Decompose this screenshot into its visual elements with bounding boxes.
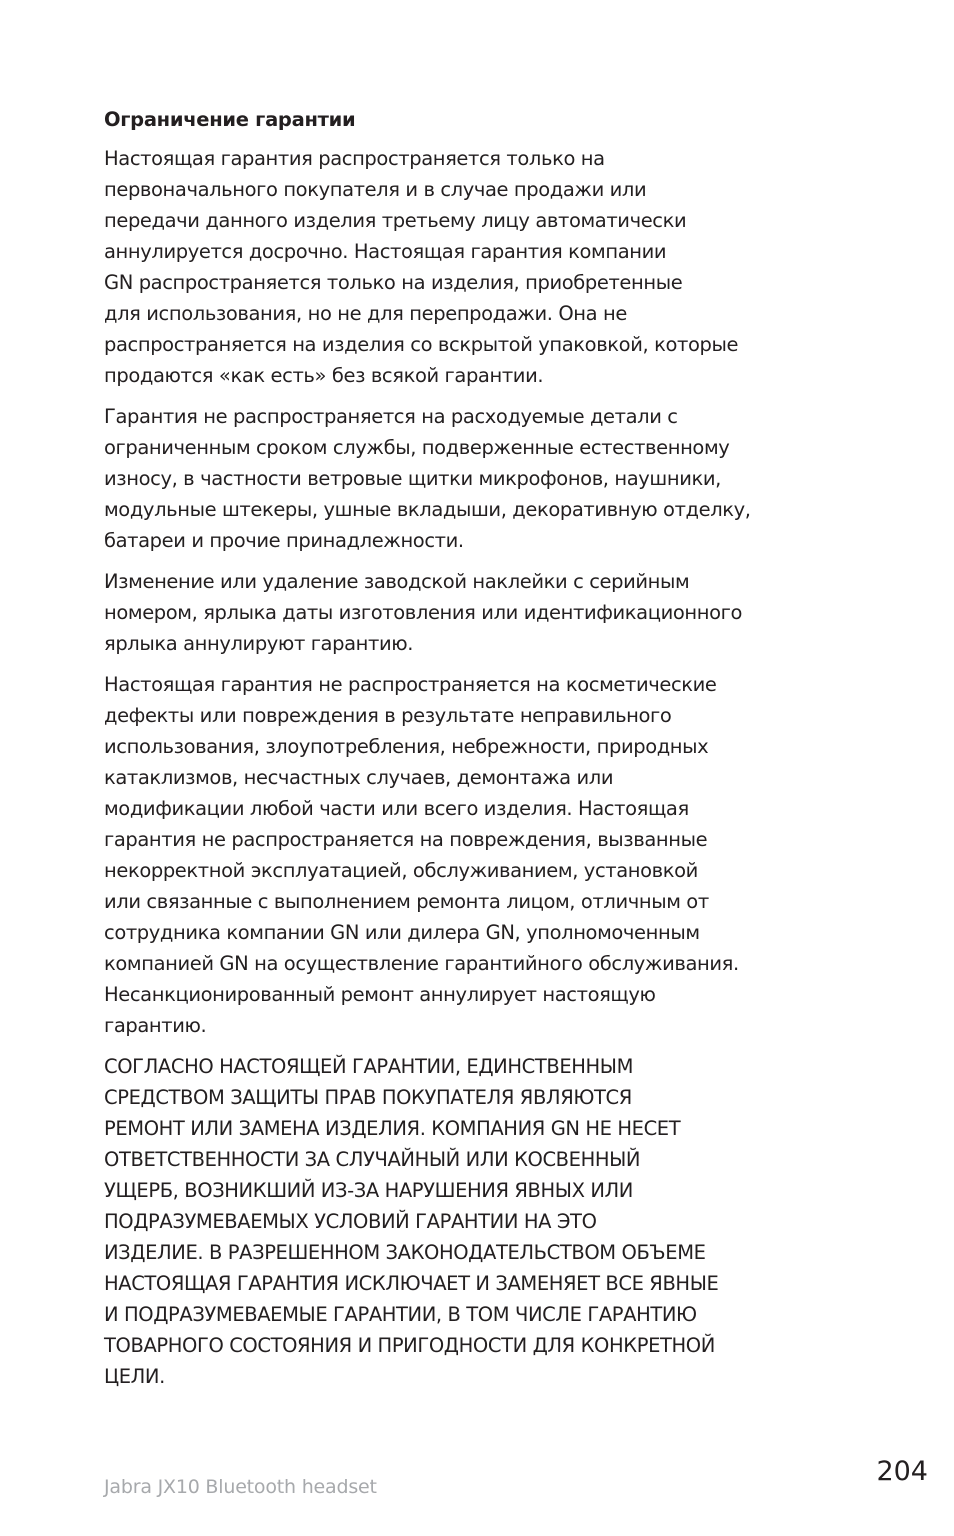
paragraph-3 — [104, 566, 874, 659]
text-line: ИЗДЕЛИЕ. В РАЗРЕШЕННОМ ЗАКОНОДАТЕЛЬСТВОМ ОБЪЕМЕ — [104, 1241, 706, 1264]
paragraph-1 — [104, 143, 874, 391]
text-line: УЩЕРБ, ВОЗНИКШИЙ ИЗ-ЗА НАРУШЕНИЯ ЯВНЫХ ИЛИ — [104, 1179, 633, 1202]
page-number: 204 — [876, 1456, 928, 1487]
text-line: СОГЛАСНО НАСТОЯЩЕЙ ГАРАНТИИ, ЕДИНСТВЕННЫМ — [104, 1055, 634, 1078]
text-line: номером, ярлыка даты изготовления или идентификационного — [104, 601, 742, 624]
text-line: Настоящая гарантия распространяется только на — [104, 147, 605, 170]
text-line: СРЕДСТВОМ ЗАЩИТЫ ПРАВ ПОКУПАТЕЛЯ ЯВЛЯЮТСЯ — [104, 1086, 632, 1109]
document-body — [104, 104, 874, 1402]
text-line: использования, злоупотребления, небрежности, природных — [104, 735, 709, 758]
text-line: ПОДРАЗУМЕВАЕМЫХ УСЛОВИЙ ГАРАНТИИ НА ЭТО — [104, 1210, 597, 1233]
text-line: ярлыка аннулируют гарантию. — [104, 632, 414, 655]
text-line: модульные штекеры, ушные вкладыши, декоративную отделку, — [104, 498, 751, 521]
text-line: сотрудника компании GN или дилера GN, уполномоченным — [104, 921, 700, 944]
paragraph-4 — [104, 669, 874, 1041]
text-line: ЦЕЛИ. — [104, 1365, 165, 1388]
text-line: передачи данного изделия третьему лицу автоматически — [104, 209, 687, 232]
text-line: износу, в частности ветровые щитки микрофонов, наушники, — [104, 467, 721, 490]
text-line: ТОВАРНОГО СОСТОЯНИЯ И ПРИГОДНОСТИ ДЛЯ КОНКРЕТНОЙ — [104, 1334, 715, 1357]
text-line: гарантию. — [104, 1014, 207, 1037]
text-line: Гарантия не распространяется на расходуемые детали с — [104, 405, 678, 428]
text-line: НАСТОЯЩАЯ ГАРАНТИЯ ИСКЛЮЧАЕТ И ЗАМЕНЯЕТ ВСЕ ЯВНЫЕ — [104, 1272, 719, 1295]
text-line: некорректной эксплуатацией, обслуживанием, установкой — [104, 859, 698, 882]
text-line: РЕМОНТ ИЛИ ЗАМЕНА ИЗДЕЛИЯ. КОМПАНИЯ GN НЕ НЕСЕТ — [104, 1117, 681, 1140]
text-line: батареи и прочие принадлежности. — [104, 529, 464, 552]
text-line: первоначального покупателя и в случае продажи или — [104, 178, 647, 201]
text-line: Настоящая гарантия не распространяется на косметические — [104, 673, 717, 696]
text-line: ОТВЕТСТВЕННОСТИ ЗА СЛУЧАЙНЫЙ ИЛИ КОСВЕННЫЙ — [104, 1148, 641, 1171]
text-line: ограниченным сроком службы, подверженные естественному — [104, 436, 730, 459]
text-line: компанией GN на осуществление гарантийного обслуживания. — [104, 952, 739, 975]
text-line: Несанкционированный ремонт аннулирует настоящую — [104, 983, 656, 1006]
text-line: катаклизмов, несчастных случаев, демонтажа или — [104, 766, 614, 789]
text-line: продаются «как есть» без всякой гарантии. — [104, 364, 544, 387]
text-line: И ПОДРАЗУМЕВАЕМЫЕ ГАРАНТИИ, В ТОМ ЧИСЛЕ ГАРАНТИЮ — [104, 1303, 697, 1326]
text-line: аннулируется досрочно. Настоящая гарантия компании — [104, 240, 667, 263]
footer-product-name: Jabra JX10 Bluetooth headset — [104, 1476, 377, 1498]
text-line: дефекты или повреждения в результате неправильного — [104, 704, 672, 727]
text-line: или связанные с выполнением ремонта лицом, отличным от — [104, 890, 709, 913]
text-line: распространяется на изделия со вскрытой упаковкой, которые — [104, 333, 739, 356]
text-line: для использования, но не для перепродажи. Она не — [104, 302, 627, 325]
section-heading: Ограничение гарантии — [104, 108, 356, 131]
paragraph-2 — [104, 401, 874, 556]
paragraph-5-disclaimer — [104, 1051, 874, 1392]
text-line: Изменение или удаление заводской наклейки с серийным — [104, 570, 690, 593]
text-line: гарантия не распространяется на повреждения, вызванные — [104, 828, 708, 851]
text-line: модификации любой части или всего изделия. Настоящая — [104, 797, 689, 820]
text-line: GN распространяется только на изделия, приобретенные — [104, 271, 683, 294]
